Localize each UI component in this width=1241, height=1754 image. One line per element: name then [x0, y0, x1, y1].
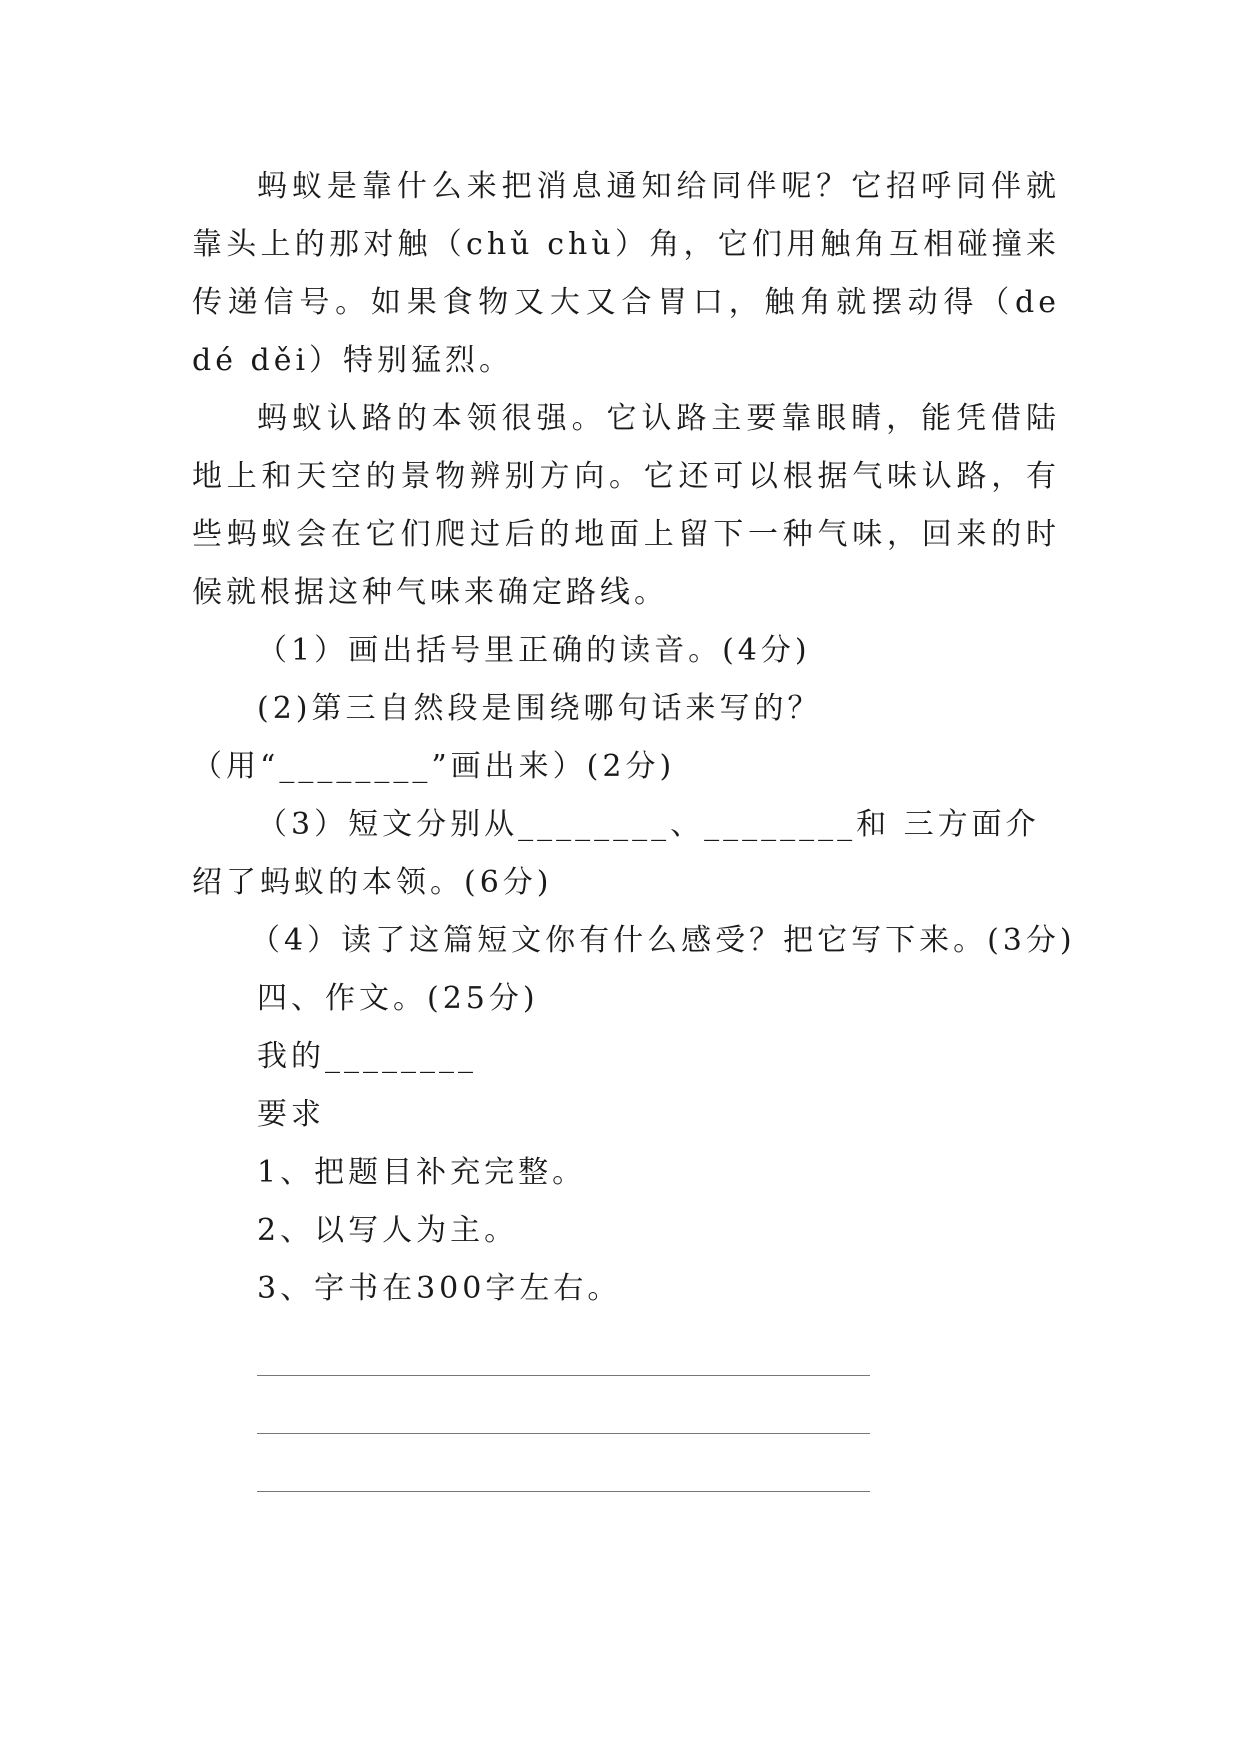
writing-line [257, 1338, 870, 1376]
requirement-item-3: 3、字书在300字左右。 [257, 1271, 622, 1306]
writing-line [257, 1376, 870, 1434]
passage-paragraph-1: 蚂蚁是靠什么来把消息通知给同伴呢？它招呼同伴就靠头上的那对触（chǔ chù）角，它们用触角互相碰撞来传递信号。如果食物又大又合胃口，触角就摆动得（de dé děi）特别猛烈。 [192, 169, 1060, 378]
passage-paragraph-2: 蚂蚁认路的本领很强。它认路主要靠眼睛，能凭借陆地上和天空的景物辨别方向。它还可以根据气味认路，有些蚂蚁会在它们爬过后的地面上留下一种气味，回来的时候就根据这种气味来确定路线。 [192, 401, 1060, 610]
question-3: （3）短文分别从________、________和 三方面介绍了蚂蚁的本领。(6分) [192, 807, 1040, 900]
writing-area [192, 1338, 1060, 1492]
document-body [192, 158, 1076, 1492]
composition-heading: 四、作文。(25分) [257, 981, 539, 1016]
writing-line [257, 1434, 870, 1492]
question-4: （4）读了这篇短文你有什么感受？把它写下来。(3分) [250, 923, 1076, 958]
requirement-item-1: 1、把题目补充完整。 [257, 1155, 587, 1190]
question-2: (2)第三自然段是围绕哪句话来写的？（用“________”画出来）(2分) [192, 691, 822, 784]
requirements-label: 要求 [257, 1097, 325, 1132]
composition-title: 我的________ [257, 1039, 477, 1074]
question-1: （1）画出括号里正确的读音。(4分) [257, 633, 811, 668]
requirement-item-2: 2、以写人为主。 [257, 1213, 519, 1248]
